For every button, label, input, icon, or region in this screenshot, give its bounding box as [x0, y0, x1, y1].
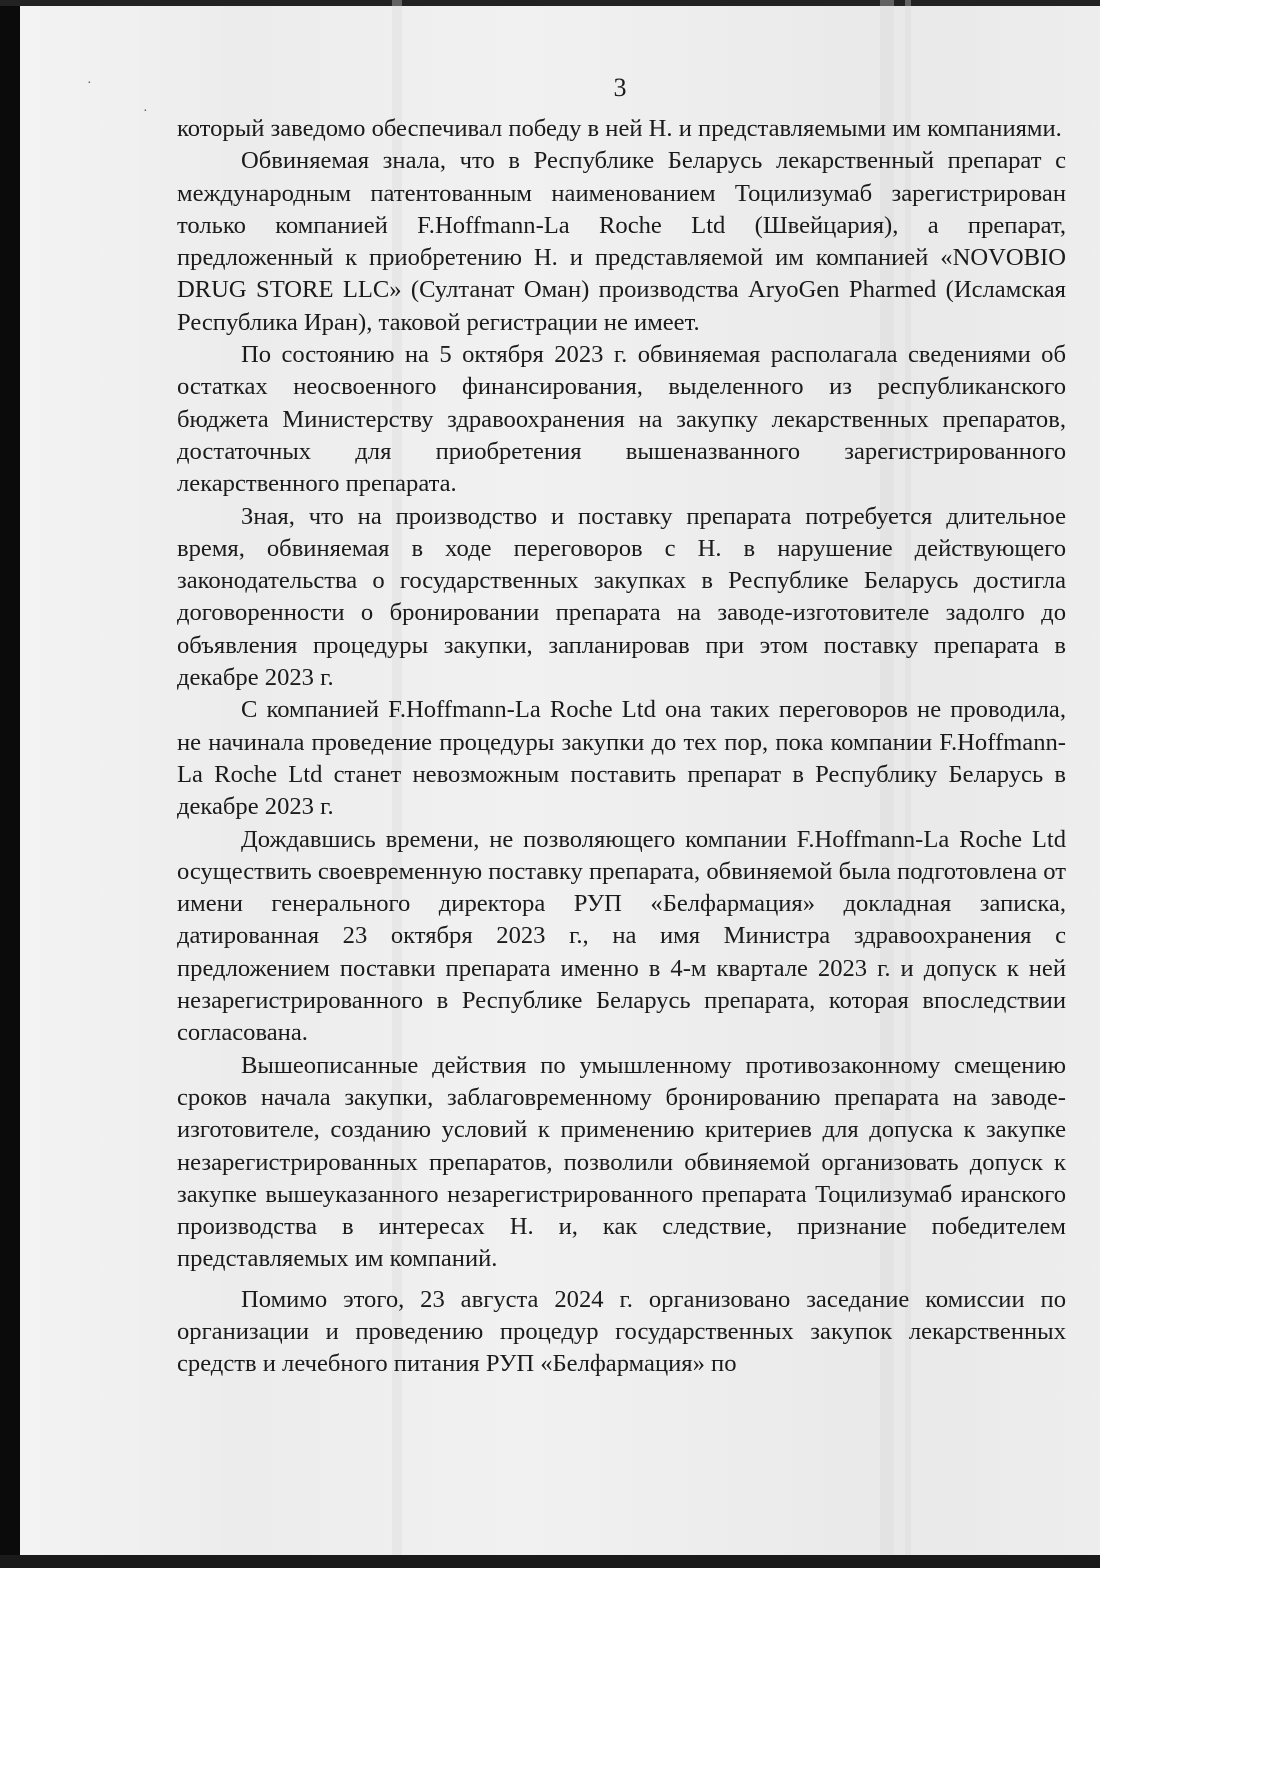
- scan-bottom-border: [0, 1555, 1100, 1568]
- scan-speck: ·: [143, 104, 148, 119]
- scan-right-margin: [1100, 0, 1122, 1568]
- paragraph: Обвиняемая знала, что в Республике Беларусь лекарственный препарат с международным патентованным наименованием Тоцилизумаб зарегистрирован только компанией F.Hoffmann-La Roche Ltd (Швейцария), а препарат, предложенный к приобретению Н. и представляемой им компанией «NOVOBIO DRUG STORE LLC» (Султанат Оман) производства AryoGen Pharmed (Исламская Республика Иран), таковой регистрации не имеет.: [177, 147, 1066, 336]
- paragraph: Зная, что на производство и поставку препарата потребуется длительное время, обвиняемая в ходе переговоров с Н. в нарушение действующего законодательства о государственных закупках в Республике Беларусь достигла договоренности о бронировании препарата на заводе-изготовителе задолго до объявления процедуры закупки, запланировав при этом поставку препарата в декабре 2023 г.: [177, 502, 1066, 692]
- paragraph: Дождавшись времени, не позволяющего компании F.Hoffmann-La Roche Ltd осуществить своевременную поставку препарата, обвиняемой была подготовлена от имени генерального директора РУП «Белфармация» докладная записка, датированная 23 октября 2023 г., на имя Министра здравоохранения с предложением поставки препарата именно в 4-м квартале 2023 г. и допуск к ней незарегистрированного в Республике Беларусь препарата, которая впоследствии согласована.: [177, 825, 1066, 1047]
- scan-speck: ·: [87, 76, 92, 91]
- page-number: 3: [613, 73, 627, 102]
- paragraph: С компанией F.Hoffmann-La Roche Ltd она таких переговоров не проводила, не начинала проведение процедуры закупки до тех пор, пока компании F.Hoffmann-La Roche Ltd станет невозможным поставить препарат в Республику Беларусь в декабре 2023 г.: [177, 696, 1066, 821]
- paragraph: Помимо этого, 23 августа 2024 г. организовано заседание комиссии по организации и проведению процедур государственных закупок лекарственных средств и лечебного питания РУП «Белфармация» по: [177, 1285, 1066, 1378]
- paragraph: который заведомо обеспечивал победу в ней Н. и представляемыми им компаниями.: [177, 115, 1062, 142]
- document-body: [177, 113, 1066, 1381]
- scan-left-border: [0, 0, 20, 1568]
- paragraph: Вышеописанные действия по умышленному противозаконному смещению сроков начала закупки, заблаговременному бронированию препарата на заводе-изготовителе, созданию условий к применению критериев для допуска к закупке незарегистрированных препаратов, позволили обвиняемой организовать допуск к закупке вышеуказанного незарегистрированного препарата Тоцилизумаб иранского производства в интересах Н. и, как следствие, признание победителем представляемых им компаний.: [177, 1051, 1066, 1273]
- paragraph: По состоянию на 5 октября 2023 г. обвиняемая располагала сведениями об остатках неосвоенного финансирования, выделенного из республиканского бюджета Министерству здравоохранения на закупку лекарственных препаратов, достаточных для приобретения вышеназванного зарегистрированного лекарственного препарата.: [177, 341, 1066, 498]
- scan-top-border: [0, 0, 1100, 6]
